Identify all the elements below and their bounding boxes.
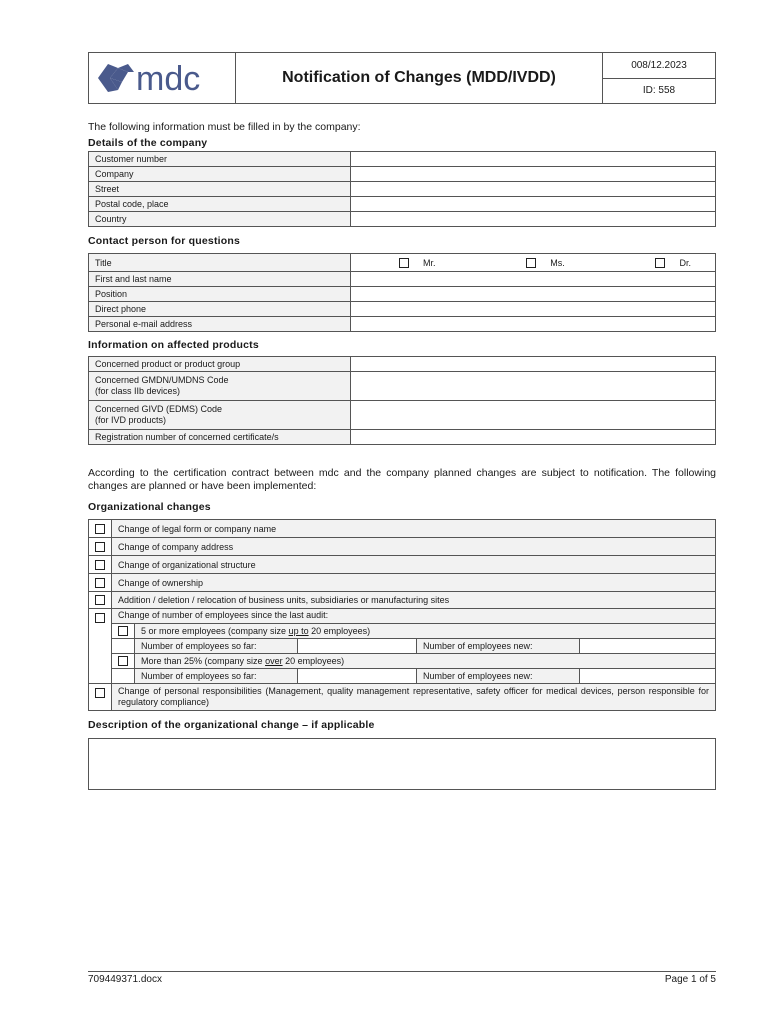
contact-label: Personal e-mail address xyxy=(89,317,351,332)
product-group-field[interactable] xyxy=(351,357,716,372)
country-field[interactable] xyxy=(351,212,716,227)
checkbox-icon[interactable] xyxy=(655,258,665,268)
employees-so-far-label: Number of employees so far: xyxy=(135,669,298,684)
postal-code-field[interactable] xyxy=(351,197,716,212)
employees-new-label: Number of employees new: xyxy=(417,639,580,654)
position-field[interactable] xyxy=(351,287,716,302)
contact-heading: Contact person for questions xyxy=(88,235,241,247)
employees-option-large: More than 25% (company size over 20 employees) xyxy=(135,654,716,669)
employees-new-field[interactable] xyxy=(580,669,716,684)
org-heading: Organizational changes xyxy=(88,501,211,513)
company-label: Postal code, place xyxy=(89,197,351,212)
employees-new-field[interactable] xyxy=(580,639,716,654)
org-changes-table xyxy=(88,519,716,711)
document-code: 008/12.2023 xyxy=(603,53,715,79)
employees-so-far-field[interactable] xyxy=(298,639,417,654)
company-name-field[interactable] xyxy=(351,167,716,182)
givd-code-field[interactable] xyxy=(351,401,716,430)
employees-change-cell xyxy=(112,609,716,684)
company-heading: Details of the company xyxy=(88,137,208,149)
document-meta xyxy=(603,53,715,103)
title-option-dr[interactable]: Dr. xyxy=(655,258,691,268)
employees-new-label: Number of employees new: xyxy=(417,669,580,684)
footer-filename: 709449371.docx xyxy=(88,974,162,985)
intro-text: The following information must be filled in by the company: xyxy=(88,121,361,133)
description-heading: Description of the organizational change – if applicable xyxy=(88,719,375,731)
contact-label: First and last name xyxy=(89,272,351,287)
products-heading: Information on affected products xyxy=(88,339,259,351)
products-table xyxy=(88,356,716,445)
employees-subtable xyxy=(112,623,715,683)
document-id: ID: 558 xyxy=(642,85,676,97)
checkbox-icon[interactable] xyxy=(95,542,105,552)
direct-phone-field[interactable] xyxy=(351,302,716,317)
company-label: Country xyxy=(89,212,351,227)
title-label: Title xyxy=(89,254,351,272)
company-label: Company xyxy=(89,167,351,182)
page-footer xyxy=(88,971,716,985)
document-title: Notification of Changes (MDD/IVDD) xyxy=(236,53,603,103)
gmdn-code-field[interactable] xyxy=(351,372,716,401)
description-textarea[interactable] xyxy=(88,738,716,790)
notification-paragraph: According to the certification contract between mdc and the company planned changes are subject to notification. The following changes are planned or have been implemented: xyxy=(88,467,716,492)
employees-change-label: Change of number of employees since the last audit: xyxy=(112,609,715,623)
products-label: Concerned GIVD (EDMS) Code (for IVD products) xyxy=(89,401,351,430)
street-field[interactable] xyxy=(351,182,716,197)
checkbox-icon[interactable] xyxy=(95,578,105,588)
org-change-item: Change of organizational structure xyxy=(112,556,716,574)
org-change-item: Addition / deletion / relocation of business units, subsidiaries or manufacturing sites xyxy=(112,592,716,609)
employees-so-far-field[interactable] xyxy=(298,669,417,684)
checkbox-icon[interactable] xyxy=(95,524,105,534)
checkbox-icon[interactable] xyxy=(526,258,536,268)
document-header xyxy=(88,52,716,104)
products-label: Concerned GMDN/UMDNS Code (for class IIb devices) xyxy=(89,372,351,401)
checkbox-icon[interactable] xyxy=(95,613,105,623)
footer-page-number: Page 1 of 5 xyxy=(664,974,716,985)
checkbox-icon[interactable] xyxy=(118,626,128,636)
org-change-item: Change of personal responsibilities (Management, quality management representative, safety officer for medical devices, person responsible for regulatory compliance) xyxy=(112,684,716,711)
svg-text:mdc: mdc xyxy=(136,60,201,98)
title-options xyxy=(351,254,716,272)
company-table xyxy=(88,151,716,227)
contact-table xyxy=(88,253,716,332)
checkbox-icon[interactable] xyxy=(95,595,105,605)
checkbox-icon[interactable] xyxy=(95,560,105,570)
checkbox-icon[interactable] xyxy=(399,258,409,268)
email-field[interactable] xyxy=(351,317,716,332)
mdc-logo xyxy=(89,53,236,103)
org-change-item: Change of company address xyxy=(112,538,716,556)
full-name-field[interactable] xyxy=(351,272,716,287)
title-option-ms[interactable]: Ms. xyxy=(526,258,565,268)
org-change-item: Change of legal form or company name xyxy=(112,520,716,538)
products-label: Registration number of concerned certificate/s xyxy=(89,430,351,445)
products-label: Concerned product or product group xyxy=(89,357,351,372)
contact-label: Position xyxy=(89,287,351,302)
contact-label: Direct phone xyxy=(89,302,351,317)
employees-so-far-label: Number of employees so far: xyxy=(135,639,298,654)
certificate-number-field[interactable] xyxy=(351,430,716,445)
customer-number-field[interactable] xyxy=(351,152,716,167)
company-label: Street xyxy=(89,182,351,197)
checkbox-icon[interactable] xyxy=(118,656,128,666)
title-option-mr[interactable]: Mr. xyxy=(399,258,436,268)
checkbox-icon[interactable] xyxy=(95,688,105,698)
employees-option-small: 5 or more employees (company size up to 20 employees) xyxy=(135,624,716,639)
company-label: Customer number xyxy=(89,152,351,167)
form-page xyxy=(88,52,716,790)
org-change-item: Change of ownership xyxy=(112,574,716,592)
